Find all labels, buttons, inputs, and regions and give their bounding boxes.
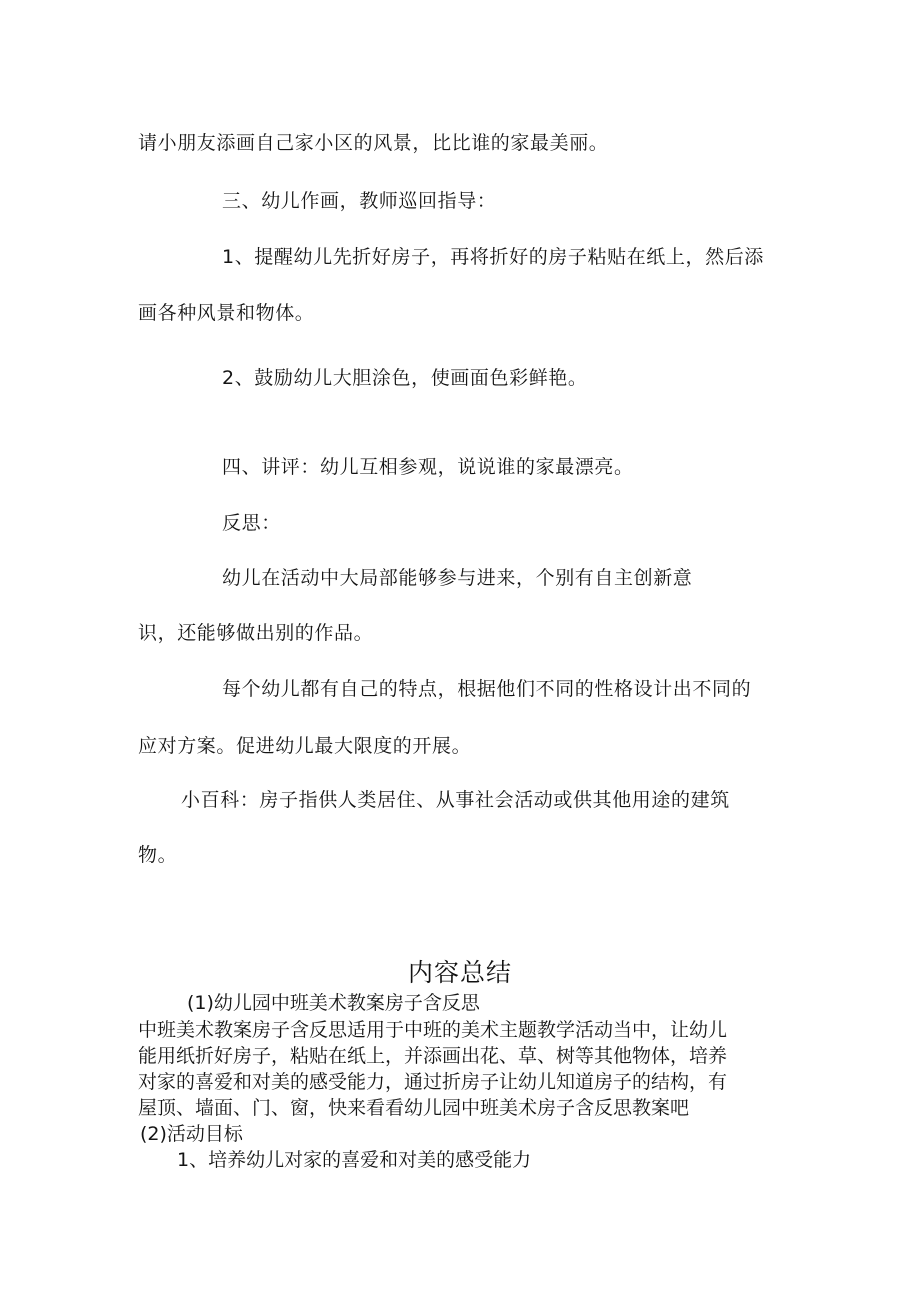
encyclopedia-line-1: 小百科：房子指供人类居住、从事社会活动或供其他用途的建筑 xyxy=(181,789,730,811)
reflection-heading: 反思： xyxy=(222,512,281,534)
section-three-heading: 三、幼儿作画，教师巡回指导： xyxy=(222,190,497,212)
summary-text-line-4: 屋顶、墙面、门、窗，快来看看幼儿园中班美术房子含反思教案吧 xyxy=(138,1097,690,1119)
reflection-line-2: 识，还能够做出别的作品。 xyxy=(138,622,374,644)
section-four-heading: 四、讲评：幼儿互相参观，说说谁的家最漂亮。 xyxy=(222,456,634,478)
reflection-line-1: 幼儿在活动中大局部能够参与进来，个别有自主创新意 xyxy=(222,567,693,589)
step-1-line-1: 1、提醒幼儿先折好房子，再将折好的房子粘贴在纸上，然后添 xyxy=(222,246,764,268)
summary-item-1: (1)幼儿园中班美术教案房子含反思 xyxy=(187,992,480,1014)
summary-title: 内容总结 xyxy=(407,958,512,987)
encyclopedia-line-2: 物。 xyxy=(138,844,178,866)
body-line-1: 请小朋友添画自己家小区的风景，比比谁的家最美丽。 xyxy=(138,132,609,154)
reflection-line-3: 每个幼儿都有自己的特点，根据他们不同的性格设计出不同的 xyxy=(222,678,752,700)
summary-text-line-2: 能用纸折好房子，粘贴在纸上，并添画出花、草、树等其他物体，培养 xyxy=(138,1045,728,1067)
step-2: 2、鼓励幼儿大胆涂色，使画面色彩鲜艳。 xyxy=(222,367,588,389)
summary-text-line-1: 中班美术教案房子含反思适用于中班的美术主题教学活动当中，让幼儿 xyxy=(138,1019,728,1041)
summary-goal-1: 1、培养幼儿对家的喜爱和对美的感受能力 xyxy=(177,1149,532,1171)
step-1-line-2: 画各种风景和物体。 xyxy=(138,302,315,324)
summary-text-line-3: 对家的喜爱和对美的感受能力，通过折房子让幼儿知道房子的结构，有 xyxy=(138,1071,728,1093)
summary-item-2: (2)活动目标 xyxy=(140,1123,243,1145)
reflection-line-4: 应对方案。促进幼儿最大限度的开展。 xyxy=(138,735,472,757)
